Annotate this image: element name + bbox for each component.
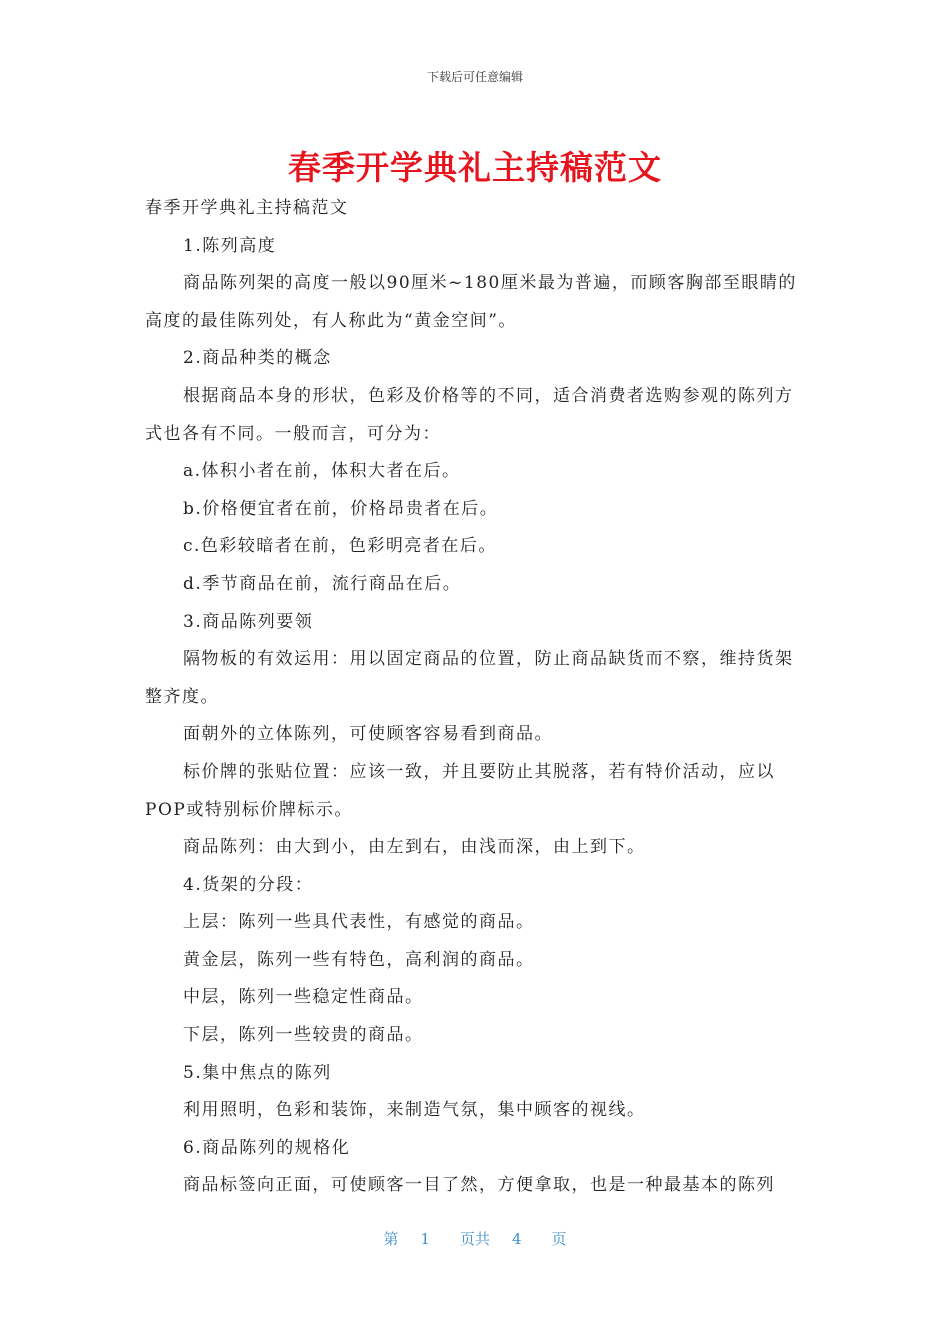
footer-total-pages: 4 xyxy=(512,1230,522,1248)
paragraph: 利用照明，色彩和装饰，来制造气氛，集中顾客的视线。 xyxy=(183,1100,646,1121)
paragraph: 5.集中焦点的陈列 xyxy=(183,1062,332,1083)
page-footer xyxy=(0,1228,950,1249)
paragraph: 中层，陈列一些稳定性商品。 xyxy=(183,987,424,1008)
paragraph: 春季开学典礼主持稿范文 xyxy=(145,198,349,218)
footer-prefix: 第 xyxy=(383,1230,399,1248)
paragraph: 标价牌的张贴位置：应该一致，并且要防止其脱落，若有特价活动，应以POP或特别标价牌标示。 xyxy=(145,761,775,820)
paragraph: 2.商品种类的概念 xyxy=(183,348,332,369)
header-note: 下载后可任意编辑 xyxy=(426,70,523,84)
paragraph: 4.货架的分段： xyxy=(183,874,314,895)
paragraph: 面朝外的立体陈列，可使顾客容易看到商品。 xyxy=(183,724,553,745)
paragraph: b.价格便宜者在前，价格昂贵者在后。 xyxy=(183,498,499,519)
paragraph: 商品陈列：由大到小，由左到右，由浅而深，由上到下。 xyxy=(183,837,646,858)
paragraph: 隔物板的有效运用：用以固定商品的位置，防止商品缺货而不察，维持货架整齐度。 xyxy=(145,649,794,707)
paragraph: a.体积小者在前，体积大者在后。 xyxy=(183,461,461,482)
paragraph: 1.陈列高度 xyxy=(183,235,277,256)
paragraph: d.季节商品在前，流行商品在后。 xyxy=(183,573,462,594)
document-body xyxy=(145,190,810,1205)
paragraph: 下层，陈列一些较贵的商品。 xyxy=(183,1025,424,1046)
paragraph: c.色彩较暗者在前，色彩明亮者在后。 xyxy=(183,536,497,557)
paragraph: 黄金层，陈列一些有特色，高利润的商品。 xyxy=(183,949,535,970)
paragraph: 3.商品陈列要领 xyxy=(183,611,314,632)
paragraph: 上层：陈列一些具代表性，有感觉的商品。 xyxy=(183,912,535,933)
footer-middle: 页共 xyxy=(459,1230,490,1248)
paragraph: 商品标签向正面，可使顾客一目了然，方便拿取，也是一种最基本的陈列 xyxy=(183,1175,775,1196)
document-title: 春季开学典礼主持稿范文 xyxy=(288,148,662,187)
footer-suffix: 页 xyxy=(551,1230,567,1248)
paragraph: 根据商品本身的形状，色彩及价格等的不同，适合消费者选购参观的陈列方式也各有不同。一般而言，可分为： xyxy=(145,385,794,444)
paragraph: 商品陈列架的高度一般以90厘米~180厘米最为普遍，而顾客胸部至眼睛的高度的最佳陈列处，有人称此为“黄金空间”。 xyxy=(145,273,797,331)
footer-page-number: 1 xyxy=(420,1230,430,1248)
paragraph: 6.商品陈列的规格化 xyxy=(183,1137,351,1158)
